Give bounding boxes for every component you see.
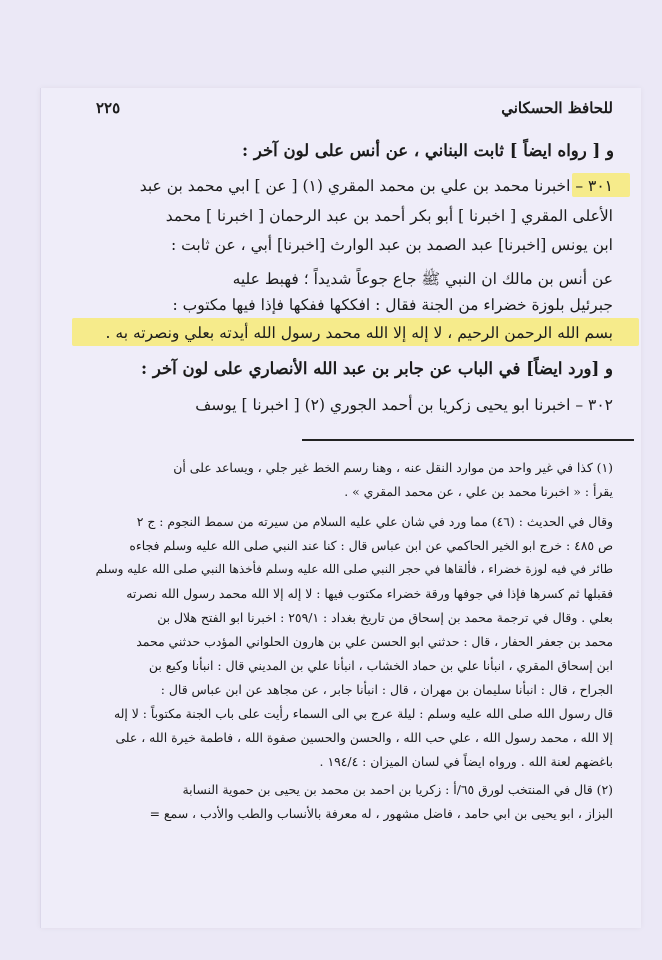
footnote-1-line-11: قال رسول الله صلى الله عليه وسلم : ليلة عرج بي الى السماء رأيت على باب الجنة مكتوباً : لا إله bbox=[113, 706, 613, 721]
footnote-1-line-5: طائر في فيه لوزة خضراء ، فألقاها في حجر النبي صلى الله عليه وسلم فأخذها النبي صلى الله عليه وسلم bbox=[95, 562, 613, 576]
footnote-1-line-6: فقبلها ثم كسرها فإذا في جوفها ورقة خضراء مكتوب فيها : لا إله إلا الله محمد رسول الله نصرته bbox=[126, 586, 613, 601]
footnote-1-line-7: بعلي . وقال في ترجمة محمد بن إسحاق من تاريخ بغداد : ٢٥٩/١ : اخبرنا ابو الفتح هلال بن bbox=[157, 610, 613, 625]
footnote-separator bbox=[302, 439, 634, 441]
footnote-1-line-13: باغضهم لعنة الله . ورواه ايضاً في لسان الميزان : ١٩٤/٤ . bbox=[319, 754, 613, 769]
footnote-1-line-9: ابن إسحاق المقري ، انبأنا علي بن حماد الخشاب ، انبأنا علي بن المديني قال : انبأنا وكيع بن bbox=[148, 658, 613, 673]
hadith-301-line-3: ابن يونس [اخبرنا] عبد الصمد بن عبد الوارث [اخبرنا] أبي ، عن ثابت : bbox=[171, 236, 613, 254]
footnote-1-line-4: ص ٤٨٥ : خرج ابو الخير الحاكمي عن ابن عباس قال : كنا عند النبي صلى الله عليه وسلم فجاءه bbox=[129, 538, 613, 553]
matn-line-2: جبرئيل بلوزة خضراء من الجنة فقال : افككها ففكها فإذا فيها مكتوب : bbox=[172, 296, 613, 314]
page-number: ٢٢٥ bbox=[96, 99, 121, 117]
matn-line-1: عن أنس بن مالك ان النبي ﷺ جاع جوعاً شديداً ؛ فهبط عليه bbox=[232, 270, 613, 288]
footnote-1-line-12: إلا الله ، محمد رسول الله ، علي حب الله ، والحسن والحسين صفوة الله ، فاطمة خيرة الله ، على bbox=[115, 730, 613, 745]
footnote-1-line-10: الجراح ، قال : انبأنا سليمان بن مهران ، قال : انبأنا جابر ، عن مجاهد عن ابن عباس قال : bbox=[160, 682, 613, 697]
running-title: للحافظ الحسكاني bbox=[501, 99, 613, 117]
hadith-301-line-1: ٣٠١ – اخبرنا محمد بن علي بن محمد المقري (١) [ عن ] ابي محمد بن عبد bbox=[139, 177, 613, 195]
intro-heading: و [ رواه ايضاً ] ثابت البناني ، عن أنس على لون آخر : bbox=[242, 141, 614, 160]
second-heading: و [ورد ايضاً] في الباب عن جابر بن عبد الله الأنصاري على لون آخر : bbox=[141, 359, 613, 378]
footnote-1-line-8: محمد بن جعفر الحفار ، قال : حدثني ابو الحسن علي بن هارون الحلواني المؤدب حدثني محمد bbox=[136, 634, 613, 649]
footnote-1-line-2: يقرأ : « اخبرنا محمد بن علي ، عن محمد المقري » . bbox=[344, 484, 613, 499]
footnote-2-line-2: البزاز ، ابو يحيى بن ابي حامد ، فاضل مشهور ، له معرفة بالأنساب والطب والأدب ، سمع = bbox=[149, 806, 613, 821]
footnote-1-line-3: وقال في الحديث : (٤٦) مما ورد في شان علي عليه السلام من سيرته من سمط النجوم : ج ٢ bbox=[136, 514, 613, 529]
hadith-301-line-2: الأعلى المقري [ اخبرنا ] أبو بكر أحمد بن عبد الرحمان [ اخبرنا ] محمد bbox=[165, 207, 613, 225]
hadith-302-line: ٣٠٢ – اخبرنا ابو يحيى زكريا بن أحمد الجوري (٢) [ اخبرنا ] يوسف bbox=[195, 396, 613, 414]
footnote-1-line-1: (١) كذا في غير واحد من موارد النقل عنه ، وهنا رسم الخط غير جلي ، ويساعد على أن bbox=[173, 460, 613, 475]
matn-line-3: بسم الله الرحمن الرحيم ، لا إله إلا الله محمد رسول الله أيدته بعلي ونصرته به . bbox=[105, 324, 613, 342]
footnote-2-line-1: (٢) قال في المنتخب لورق ٦٥/أ : زكريا بن احمد بن محمد بن يحيى بن حموية النسابة bbox=[182, 782, 613, 797]
